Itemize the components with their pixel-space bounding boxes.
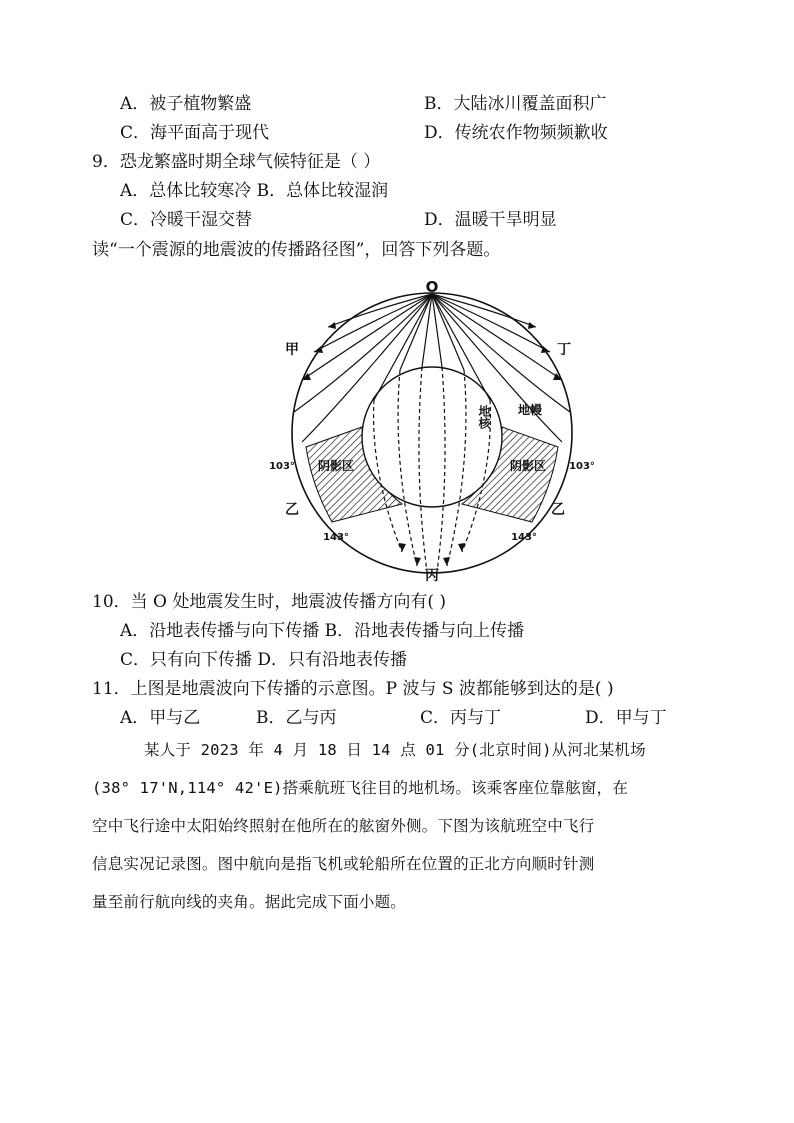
q11-option-a: A．甲与乙 <box>120 708 201 728</box>
q10-option-a-b: A．沿地表传播与向下传播 B．沿地表传播与向上传播 <box>120 621 525 641</box>
label-yi-right: 乙 <box>551 502 565 518</box>
q8-option-d: D．传统农作物频频歉收 <box>424 123 608 143</box>
label-diman: 地幔 <box>517 403 543 417</box>
label-143-right: 143° <box>511 532 537 543</box>
label-shadow-right: 阴影区 <box>509 459 547 473</box>
label-yi-left: 乙 <box>285 502 299 518</box>
q8-option-b: B．大陆冰川覆盖面积广 <box>424 94 607 114</box>
label-103-left: 103° <box>269 461 295 472</box>
q9-option-a-b: A．总体比较寒冷 B．总体比较湿润 <box>120 181 389 201</box>
label-103-right: 103° <box>569 461 595 472</box>
label-ding: 丁 <box>557 342 571 358</box>
q9-stem: 9．恐龙繁盛时期全球气候特征是（ ） <box>92 152 381 172</box>
q9-option-c: C．冷暖干湿交替 <box>120 210 253 230</box>
q8-option-a: A．被子植物繁盛 <box>120 94 252 114</box>
q11-option-b: B．乙与丙 <box>256 708 337 728</box>
core-outline <box>362 367 502 507</box>
passage-line-4: 信息实况记录图。图中航向是指飞机或轮船所在位置的正北方向顺时针测 <box>92 855 595 873</box>
label-jia: 甲 <box>285 342 299 358</box>
q11-option-d: D．甲与丁 <box>585 708 667 728</box>
label-o: O <box>425 278 439 296</box>
label-143-left: 143° <box>323 532 349 543</box>
passage-line-1: 某人于 2023 年 4 月 18 日 14 点 01 分(北京时间)从河北某机场 <box>144 741 646 759</box>
passage-line-5: 量至前行航向线的夹角。据此完成下面小题。 <box>92 893 407 911</box>
q11-stem: 11．上图是地震波向下传播的示意图。P 波与 S 波都能够到达的是( ) <box>92 679 614 699</box>
seismic-wave-diagram <box>262 272 602 582</box>
label-shadow-left: 阴影区 <box>317 459 355 473</box>
q11-option-c: C．丙与丁 <box>420 708 502 728</box>
label-dihe: 地核 <box>477 405 491 429</box>
q10-stem: 10．当 O 处地震发生时，地震波传播方向有( ) <box>92 592 447 612</box>
q9-option-d: D．温暖干旱明显 <box>424 210 557 230</box>
passage-line-2: (38° 17'N,114° 42'E)搭乘航班飞往目的地机场。该乘客座位靠舷窗，在 <box>92 779 629 797</box>
label-bing: 丙 <box>425 568 439 582</box>
q8-option-c: C．海平面高于现代 <box>120 123 270 143</box>
passage-line-3: 空中飞行途中太阳始终照射在他所在的舷窗外侧。下图为该航班空中飞行 <box>92 817 595 835</box>
diagram-intro: 读“一个震源的地震波的传播路径图”，回答下列各题。 <box>92 240 501 260</box>
q10-option-c-d: C．只有向下传播 D．只有沿地表传播 <box>120 650 408 670</box>
